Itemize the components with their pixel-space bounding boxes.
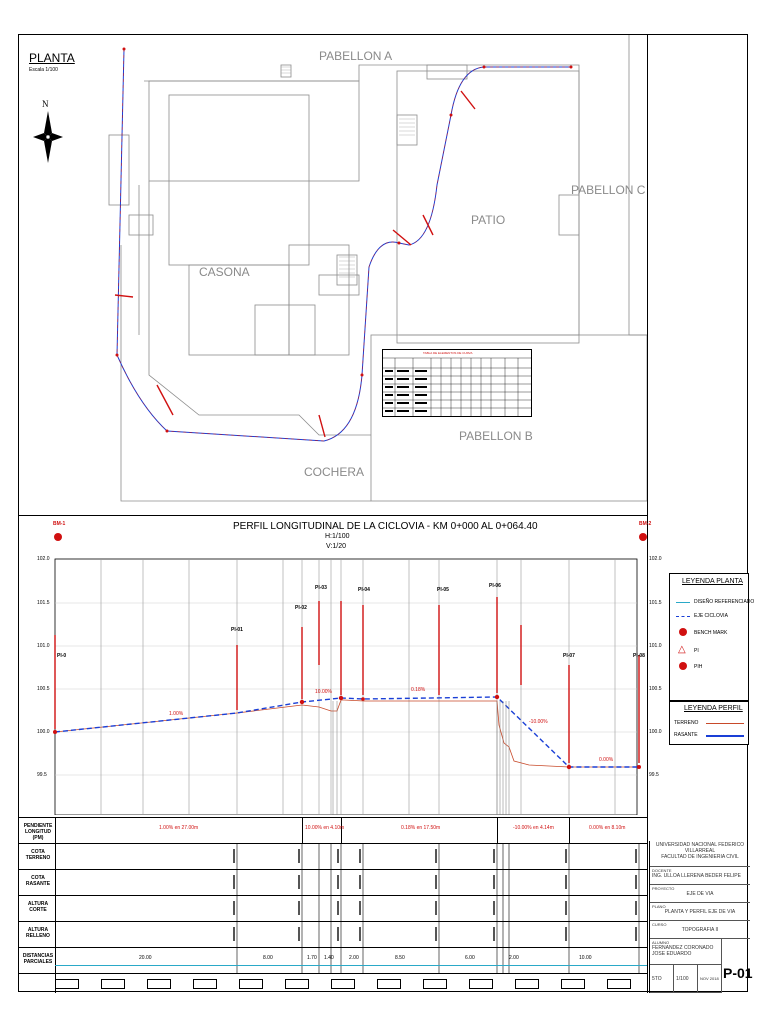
escala-cell [674, 965, 698, 993]
slope-cell: 0.00% en 8.10m [589, 825, 626, 831]
pi-label: PI-05 [437, 587, 449, 593]
pi-label: PI-04 [358, 587, 370, 593]
distance-cell: 2.00 [509, 955, 519, 961]
slope-label: 0.18% [411, 687, 426, 693]
pi-label: PI-06 [489, 583, 501, 589]
proyecto-cell [650, 885, 750, 903]
slope-label: 10.00% [315, 689, 332, 695]
bm-left-label: BM-1 [53, 521, 66, 527]
slope-label: 0.00% [599, 757, 614, 763]
elev-label: 99.5 [37, 772, 47, 778]
bm-right-label: BM-2 [639, 521, 652, 527]
proyecto-label: PROYECTO [652, 886, 675, 891]
slope-cell: 1.00% en 27.00m [159, 825, 199, 831]
sheet-right-divider [647, 35, 648, 993]
label-pabellon-a: PABELLON A [319, 49, 393, 63]
faculty-name: FACULTAD DE INGENIERIA CIVIL [661, 854, 739, 860]
label-pabellon-b: PABELLON B [459, 429, 533, 443]
slope-label: 1.00% [169, 711, 184, 717]
pi-label: PI-08 [633, 653, 645, 659]
plan-view [19, 35, 647, 515]
curve-table-title: TABLA DE ELEMENTOS DE CURVA [423, 351, 473, 355]
legend-plan-item: DISEÑO REFERENCIADO [694, 599, 755, 605]
distance-cell: 20.00 [139, 955, 152, 961]
alumno-label: ALUMNO [652, 940, 670, 945]
fecha-cell [698, 965, 722, 993]
building-outlines [19, 35, 647, 515]
pi-label: PI-07 [563, 653, 575, 659]
pi-triangle-icon: △ [678, 644, 686, 655]
plano-cell [650, 903, 750, 921]
pi-label: PI-02 [295, 605, 307, 611]
elev-label: 101.0 [649, 643, 662, 649]
pi-label: PI-01 [231, 627, 243, 633]
sheet-number: P-01 [723, 965, 753, 981]
plan-title: PLANTA [29, 51, 75, 65]
curso-value: TOPOGRAFIA II [681, 927, 719, 933]
university-cell [650, 841, 750, 867]
legend-profile-item: RASANTE [674, 732, 698, 738]
escala-value: 1/100 [676, 976, 689, 982]
distance-cell: 8.50 [395, 955, 405, 961]
sheet-number-cell [722, 953, 753, 993]
row-label-cota-terreno: COTA TERRENO [25, 849, 51, 861]
proyecto-value: EJE DE VIA [686, 891, 714, 897]
label-cochera: COCHERA [304, 465, 365, 479]
profile-h-scale: H:1/100 [325, 533, 350, 540]
alumno-value: FERNANDEZ CORONADO JOSE EDUARDO [652, 945, 714, 957]
elev-label: 100.0 [37, 729, 50, 735]
pih-icon [679, 662, 687, 670]
slope-label: -10.00% [529, 719, 548, 725]
elev-label: 99.5 [649, 772, 659, 778]
curso-cell [650, 921, 750, 939]
label-patio: PATIO [471, 213, 506, 227]
pi-label: PI-03 [315, 585, 327, 591]
row-label-cota-rasante: COTA RASANTE [25, 875, 51, 887]
row-label-pendiente: PENDIENTE LONGITUD (PM) [23, 823, 53, 841]
docente-label: DOCENTE [652, 868, 672, 873]
profile-chart [19, 515, 647, 815]
legend-plan-title: LEYENDA PLANTA [682, 578, 743, 585]
plano-label: PLANO [652, 904, 666, 909]
ciclo-value: 5TO [652, 976, 662, 982]
elev-label: 100.5 [649, 686, 662, 692]
elev-label: 100.5 [37, 686, 50, 692]
docente-cell [650, 867, 750, 885]
elev-label: 102.0 [37, 556, 50, 562]
profile-data-table [19, 817, 647, 993]
station-lines [19, 843, 647, 973]
slope-cell: 10.00% en 4.10m [305, 825, 345, 831]
university-name: UNIVERSIDAD NACIONAL FEDERICO VILLARREAL [655, 842, 745, 854]
row-label-altura-corte: ALTURA CORTE [27, 901, 49, 913]
pi-label: PI-0 [57, 653, 67, 659]
label-pabellon-c: PABELLON C [571, 183, 646, 197]
legend-plan-item: EJE CICLOVIA [694, 613, 728, 619]
profile-title: PERFIL LONGITUDINAL DE LA CICLOVIA - KM 0+000 AL 0+064.40 [233, 521, 538, 532]
elev-label: 101.5 [37, 600, 50, 606]
ciclo-cell [650, 965, 674, 993]
distance-cell: 2.00 [349, 955, 359, 961]
distance-cell: 8.00 [263, 955, 273, 961]
distance-cell: 6.00 [465, 955, 475, 961]
title-block [649, 841, 753, 993]
legend-profile-title: LEYENDA PERFIL [684, 705, 743, 712]
drawing-sheet [18, 34, 755, 992]
legend-plan-item: PIH [694, 664, 703, 670]
curso-label: CURSO [652, 922, 667, 927]
elev-label: 101.0 [37, 643, 50, 649]
legend-plan [669, 573, 755, 701]
label-casona: CASONA [199, 265, 250, 279]
fecha-value: NOV 2018 [700, 976, 719, 981]
distance-cell: 1.70 [307, 955, 317, 961]
curve-elements-table [382, 349, 532, 417]
north-label: N [42, 99, 49, 109]
alumno-cell [650, 939, 722, 965]
station-boxes [55, 979, 647, 989]
row-label-altura-relleno: ALTURA RELLENO [26, 927, 50, 939]
row-label-distancias: DISTANCIAS PARCIALES [22, 953, 54, 965]
elev-label: 100.0 [649, 729, 662, 735]
elev-label: 101.5 [649, 600, 662, 606]
legend-profile [669, 701, 749, 745]
distance-cell: 10.00 [579, 955, 592, 961]
plano-value: PLANTA Y PERFIL EJE DE VIA [664, 909, 736, 915]
elev-label: 102.0 [649, 556, 662, 562]
slope-cell: -10.00% en 4.14m [513, 825, 554, 831]
plan-scale: Escala 1/100 [29, 67, 58, 73]
bench-mark-icon [679, 628, 687, 636]
profile-v-scale: V:1/20 [326, 543, 346, 550]
docente-value: ING. ULLOA LLERENA BEDER FELIPE [652, 873, 741, 879]
distance-axis-line [55, 965, 647, 966]
legend-plan-item: PI [694, 648, 699, 654]
slope-cell: 0.18% en 17.50m [401, 825, 441, 831]
distance-cell: 1.40 [324, 955, 334, 961]
legend-profile-item: TERRENO [674, 720, 699, 726]
profile-view [19, 515, 662, 815]
legend-plan-item: BENCH MARK [694, 630, 728, 636]
